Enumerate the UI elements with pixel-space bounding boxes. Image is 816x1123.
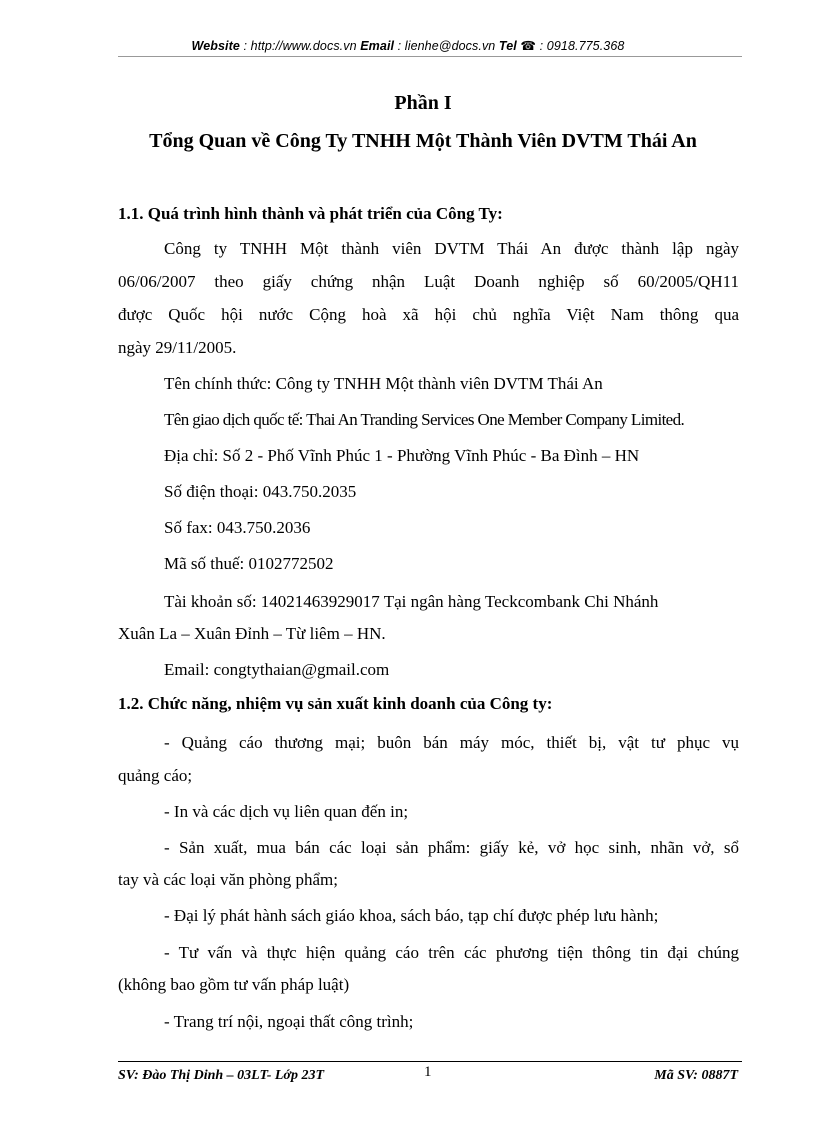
part-title: Phần I [394,92,452,114]
duty-item-3-cont: tay và các loại văn phòng phẩm; [118,870,338,889]
duty-item-4: - Đại lý phát hành sách giáo khoa, sách báo, tạp chí được phép lưu hành; [164,906,659,925]
intro-line-1: Công ty TNHH Một thành viên DVTM Thái An được thành lập ngày [164,239,739,258]
website-label: Website [191,39,240,53]
bank-account-line-1: Tài khoản số: 14021463929017 Tại ngân hàng Teckcombank Chi Nhánh [164,592,659,611]
email-value: : lienhe@docs.vn [394,39,499,53]
page-header [0,38,816,53]
footer-divider [118,1061,742,1062]
duty-item-6: - Trang trí nội, ngoại thất công trình; [164,1012,414,1031]
intro-line-2: 06/06/2007 theo giấy chứng nhận Luật Doanh nghiệp số 60/2005/QH11 [118,272,739,291]
phone-icon: ☎ [520,39,537,53]
website-value: : http://www.docs.vn [239,39,361,53]
footer-student: SV: Đào Thị Dinh – 03LT- Lớp 23T [118,1068,325,1083]
duty-item-1-cont: quảng cáo; [118,766,193,785]
intro-line-4: ngày 29/11/2005. [118,338,237,357]
header-divider [118,56,742,57]
official-name: Tên chính thức: Công ty TNHH Một thành viên DVTM Thái An [164,374,603,393]
duty-item-5: - Tư vấn và thực hiện quảng cáo trên các phương tiện thông tin đại chúng [164,943,739,962]
tel-label: Tel [498,39,517,53]
company-email: Email: congtythaian@gmail.com [164,660,390,679]
intro-line-3: được Quốc hội nước Cộng hoà xã hội chủ nghĩa Việt Nam thông qua [118,305,739,324]
duty-item-3: - Sản xuất, mua bán các loại sản phẩm: giấy kẻ, vở học sinh, nhãn vở, sổ [164,838,739,857]
tax-code: Mã số thuế: 0102772502 [164,554,334,573]
duty-item-2: - In và các dịch vụ liên quan đến in; [164,802,409,821]
address: Địa chỉ: Số 2 - Phố Vĩnh Phúc 1 - Phường Vĩnh Phúc - Ba Đình – HN [164,446,640,465]
email-label: Email [360,39,395,53]
bank-account-line-2: Xuân La – Xuân Đỉnh – Từ liêm – HN. [118,624,386,643]
section-1-heading: 1.1. Quá trình hình thành và phát triển của Công Ty: [118,204,503,223]
section-2-heading: 1.2. Chức năng, nhiệm vụ sản xuất kinh doanh của Công ty: [118,694,553,713]
duty-item-5-cont: (không bao gồm tư vấn pháp luật) [118,975,350,994]
footer-student-id: Mã SV: 0887T [654,1068,738,1083]
page-number: 1 [424,1064,432,1080]
duty-item-1: - Quảng cáo thương mại; buôn bán máy móc, thiết bị, vật tư phục vụ [164,733,739,752]
phone-number: Số điện thoại: 043.750.2035 [164,482,357,501]
fax-number: Số fax: 043.750.2036 [164,518,311,537]
international-name: Tên giao dịch quốc tế: Thai An Tranding Services One Member Company Limited. [164,410,685,429]
page-title: Tổng Quan về Công Ty TNHH Một Thành Viên DVTM Thái An [149,130,697,152]
tel-value: : 0918.775.368 [536,39,625,53]
